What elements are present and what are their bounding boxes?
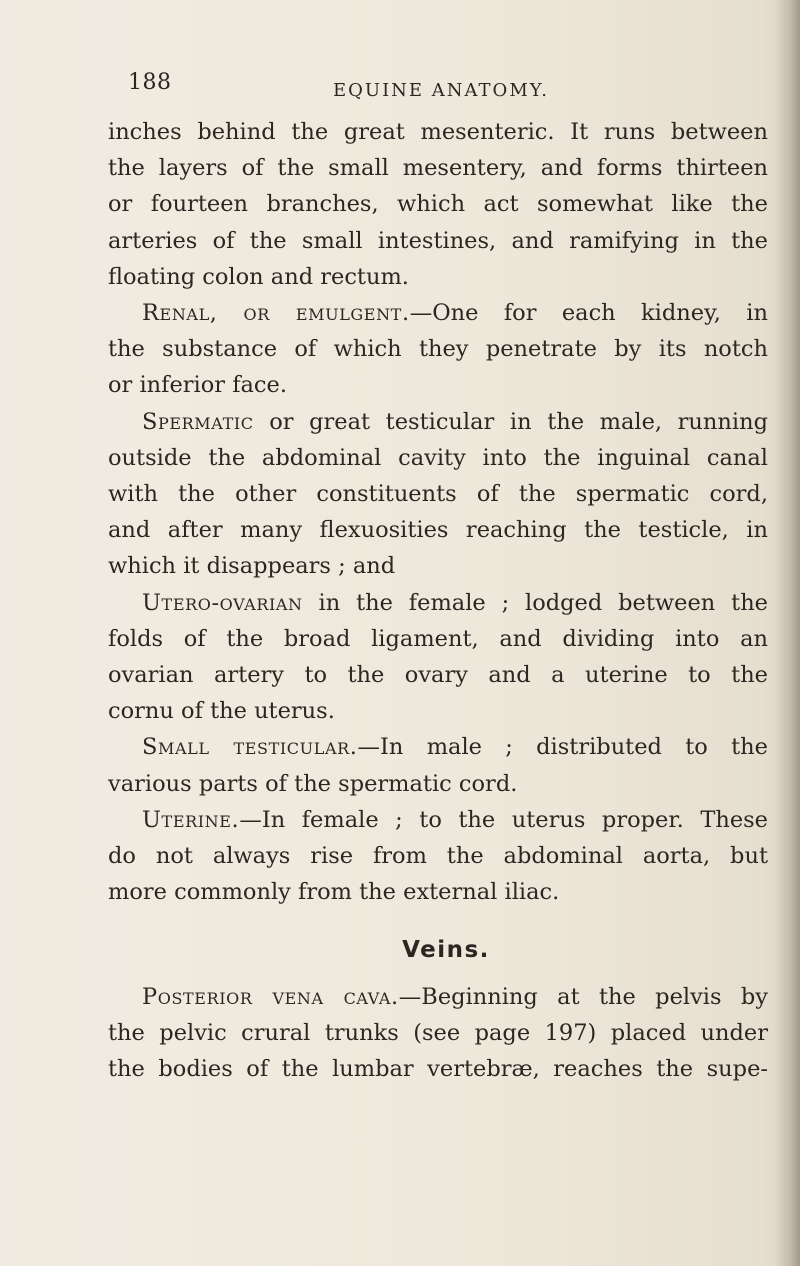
text-fragment: in the female ; lodged between the [302,589,768,616]
term-utero-ovarian: Utero-ovarian [142,589,303,616]
text-line: with the other constituents of the spermatic cord, [108,481,768,508]
text-line: the substance of which they penetrate by its notch [108,336,768,363]
term-posterior-vena-cava: Posterior vena cava. [142,983,399,1010]
paragraph-uterine [108,802,768,838]
term-spermatic: Spermatic [142,408,254,435]
text-line: the pelvic crural trunks (see page 197) placed under [108,1019,768,1046]
text-line: or inferior face. [108,372,288,399]
text-fragment: —One for each kidney, in [409,300,768,327]
page-number: 188 [128,70,172,95]
text-line: which it disappears ; and [108,553,396,580]
text-line: cornu of the uterus. [108,698,335,725]
text-line: do not always rise from the abdominal aorta, but [108,843,768,870]
text-line: and after many flexuosities reaching the testicle, in [108,517,768,544]
text-line: floating colon and rectum. [108,263,409,290]
text-line: the layers of the small mesentery, and forms thirteen [108,155,768,182]
text-line: various parts of the spermatic cord. [108,770,518,797]
text-fragment: —In male ; distributed to the [357,734,768,761]
text-line: folds of the broad ligament, and dividing into an [108,625,768,652]
paragraph-utero-ovarian [108,585,768,621]
paragraph-posterior-vena-cava [108,979,768,1015]
section-heading-veins: Veins. [402,937,490,964]
running-head: EQUINE ANATOMY. [333,80,550,101]
text-fragment: —In female ; to the uterus proper. These [239,806,768,833]
text-line: more commonly from the external iliac. [108,879,560,906]
text-line: ovarian artery to the ovary and a uterine to the [108,662,768,689]
term-uterine: Uterine. [142,806,240,833]
text-fragment: —Beginning at the pelvis by [398,983,768,1010]
paragraph-small-testicular [108,729,768,765]
text-line: arteries of the small intestines, and ramifying in the [108,227,768,254]
text-line: the bodies of the lumbar vertebræ, reaches the supe- [108,1056,768,1083]
text-line: or fourteen branches, which act somewhat like the [108,191,768,218]
text-line: inches behind the great mesenteric. It runs between [108,119,768,145]
paragraph-renal [108,295,768,331]
text-line: outside the abdominal cavity into the inguinal canal [108,444,768,471]
term-small-testicular: Small testicular. [142,734,358,761]
text-fragment: or great testicular in the male, running [253,408,768,435]
term-renal: Renal, or emulgent. [142,300,410,327]
page-edge-shadow [774,0,800,1266]
paragraph-spermatic [108,404,768,440]
body-text [108,114,768,1087]
